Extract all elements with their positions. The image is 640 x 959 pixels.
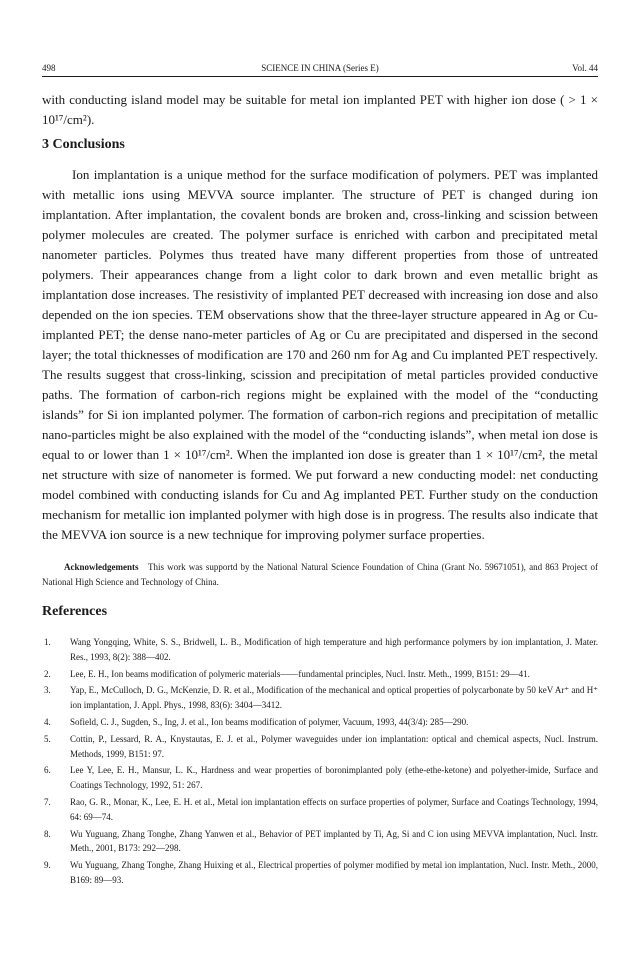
reference-text: Yap, E., McCulloch, D. G., McKenzie, D. R. et al., Modification of the mechanical and optical properties of polycarbonate by 50 keV Ar⁺ and H⁺ ion implantation, J. Appl. Phys., 1998, 83(6): 3404—3412. xyxy=(70,685,598,711)
reference-text: Lee Y, Lee, E. H., Mansur, L. K., Hardness and wear properties of boronimplanted poly (ethe-ethe-ketone) and polyether-imide, Surface and Coatings Technology, 1992, 51: 267. xyxy=(70,765,598,791)
volume-label: Vol. 44 xyxy=(572,63,598,73)
section-heading-conclusions: 3 Conclusions xyxy=(42,137,125,152)
reference-text: Wang Yongqing, White, S. S., Bridwell, L. B., Modification of high temperature and high performance polymers by ion implantation, J. Mater. Res., 1993, 8(2): 388—402. xyxy=(70,637,598,662)
continued-paragraph: with conducting island model may be suitable for metal ion implanted PET with higher ion dose ( > 1 × 10¹⁷/cm²). xyxy=(42,92,598,127)
reference-item xyxy=(42,858,598,888)
reference-number: 4. xyxy=(44,716,51,727)
acknowledgements xyxy=(42,560,598,590)
running-header xyxy=(42,63,598,74)
acknowledgements-label: Acknowledgements xyxy=(64,562,139,572)
reference-item xyxy=(42,715,598,730)
page-number: 498 xyxy=(42,63,56,73)
reference-text: Wu Yuguang, Zhang Tonghe, Zhang Huixing et al., Electrical properties of polymer modified by metal ion implantation, Nucl. Instr. Meth., 2000, B169: 89—93. xyxy=(70,860,598,885)
reference-text: Cottin, P., Lessard, R. A., Knystautas, E. J. et al., Polymer waveguides under ion implantation: optical and chemical aspects, Nucl. Instrum. Methods, 1999, B151: 97. xyxy=(70,733,598,759)
reference-text: Rao, G. R., Monar, K., Lee, E. H. et al., Metal ion implantation effects on surface properties of polymer, Surface and Coatings Technology, 1994, 64: 69—74. xyxy=(70,796,598,822)
reference-number: 9. xyxy=(44,860,51,871)
reference-item xyxy=(42,667,598,682)
reference-text: Sofield, C. J., Sugden, S., Ing, J. et al., Ion beams modification of polymer, Vacuum, 1993, 44(3/4): 285—290. xyxy=(70,716,469,727)
reference-item xyxy=(42,795,598,825)
reference-item xyxy=(42,635,598,665)
acknowledgements-text: This work was supportd by the National Natural Science Foundation of China (Grant No. 59671051), and 863 Project of National High Science and Technology of China. xyxy=(42,562,599,587)
reference-number: 2. xyxy=(44,668,51,679)
reference-number: 1. xyxy=(44,637,51,647)
references-heading: References xyxy=(42,604,108,619)
header-rule xyxy=(42,76,598,77)
reference-item xyxy=(42,763,598,793)
reference-number: 8. xyxy=(44,828,51,839)
reference-number: 6. xyxy=(44,765,51,776)
reference-number: 3. xyxy=(44,685,51,696)
reference-number: 7. xyxy=(44,796,51,807)
reference-item xyxy=(42,827,598,857)
reference-text: Wu Yuguang, Zhang Tonghe, Zhang Yanwen et al., Behavior of PET implanted by Ti, Ag, Si and C ion using MEVVA implantation, Nucl. Instr. Meth., 2001, B173: 292—298. xyxy=(70,828,598,854)
reference-text: Lee, E. H., Ion beams modification of polymeric materials——fundamental principles, Nucl. Instr. Meth., 1999, B151: 29—41. xyxy=(70,668,530,679)
reference-item xyxy=(42,732,598,762)
conclusions-paragraph: Ion implantation is a unique method for the surface modification of polymers. PET was implanted with metallic ions using MEVVA source implanter. The structure of PET is changed during ion implantation. After implantation, the covalent bonds are broken and, cross-linking and scission between polymer molecules are created. The polymer surface is enriched with carbon and precipitated metal nanometer particles. Polymes thus treated have many different properties from those of untreated polymers. Their appearances change from a light color to dark brown and even metallic bright as implantation dose increases. The resistivity of implanted PET decreased with increasing ion dose and also depended on the ion species. TEM observations show that the three-layer structure appeared in Ag or Cu-implanted PET; the dense nano-meter particles of Ag or Cu are precipitated and dispersed in the second layer; the total thicknesses of modification are 170 and 260 nm for Ag and Cu implanted PET respectively. The results suggest that cross-linking, scission and precipitation of metal particles provided conductive paths. The formation of carbon-rich regions might be explained with the model of the “conducting islands” for Si ion implanted polymer. The formation of carbon-rich regions and precipitation of metallic nano-particles might be also explained with the model of the “conducting islands”, when metal ion dose is equal to or lower than 1 × 10¹⁷/cm². When the implanted ion dose is greater than 1 × 10¹⁷/cm², the metal net structure with size of nanometer is formed. We put forward a new conducting model: net conducting model combined with conducting islands for Cu and Ag implanted PET. Further study on the conduction mechanism for metallic ion implanted polymer with high dose is in progress. The results also indicate that the MEVVA ion source is a new technique for improving polymer surface properties. xyxy=(42,167,598,542)
journal-name: SCIENCE IN CHINA (Series E) xyxy=(261,63,379,73)
reference-number: 5. xyxy=(44,733,51,744)
reference-item xyxy=(42,683,598,713)
reference-list xyxy=(42,635,598,890)
